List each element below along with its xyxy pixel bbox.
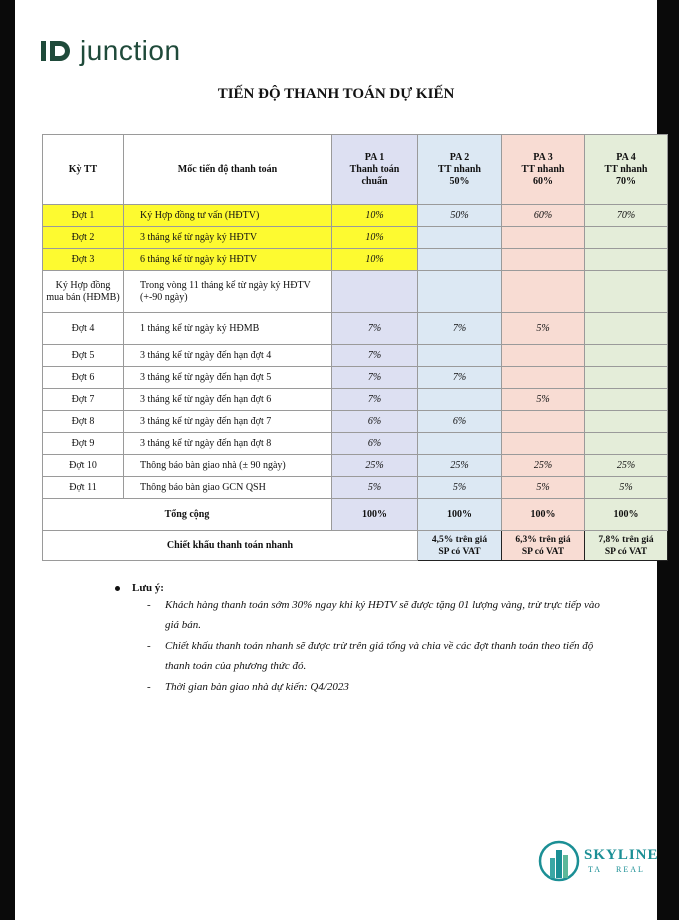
note-item: - Chiết khấu thanh toán nhanh sẽ được trừ trên giá tổng và chia về các đợt thanh toán theo tiến độ thanh toán của phương thức đó. [147, 640, 594, 672]
row-pa2: 50% [418, 205, 502, 227]
row-pa2: 6% [418, 411, 502, 433]
total-pa1: 100% [332, 499, 418, 531]
table-row [43, 205, 668, 227]
row-pa3: 5% [502, 389, 585, 411]
header-ky: Kỳ TT [43, 135, 124, 205]
row-pa2 [418, 433, 502, 455]
row-pa3 [502, 367, 585, 389]
row-moc: 3 tháng kể từ ngày ký HĐTV [124, 227, 332, 249]
header-pa1: PA 1 Thanh toán chuẩn [332, 135, 418, 205]
row-moc: 6 tháng kể từ ngày ký HĐTV [124, 249, 332, 271]
table-row [43, 313, 668, 345]
row-pa4: 25% [585, 455, 668, 477]
row-moc: 3 tháng kể từ ngày đến hạn đợt 5 [124, 367, 332, 389]
row-moc: Thông báo bàn giao GCN QSH [124, 477, 332, 499]
row-pa2 [418, 389, 502, 411]
row-pa4 [585, 411, 668, 433]
row-pa1: 7% [332, 313, 418, 345]
header-moc: Mốc tiến độ thanh toán [124, 135, 332, 205]
table-row [43, 389, 668, 411]
notes-section [115, 582, 615, 697]
row-pa1: 6% [332, 411, 418, 433]
row-pa3 [502, 249, 585, 271]
row-moc: 3 tháng kể từ ngày đến hạn đợt 7 [124, 411, 332, 433]
bullet-icon [115, 586, 120, 591]
skyline-logo-icon [538, 838, 580, 884]
row-pa2: 25% [418, 455, 502, 477]
discount-pa2: 4,5% trên giá SP có VAT [418, 531, 502, 561]
row-pa4 [585, 271, 668, 313]
watermark-sub1: TA [588, 865, 603, 874]
notes-heading: Lưu ý: [115, 582, 615, 594]
junction-logo [40, 34, 181, 68]
row-ky: Đợt 6 [43, 367, 124, 389]
row-pa4 [585, 313, 668, 345]
row-pa1: 25% [332, 455, 418, 477]
row-pa4 [585, 227, 668, 249]
table-row [43, 249, 668, 271]
row-pa3: 60% [502, 205, 585, 227]
row-pa3 [502, 433, 585, 455]
row-pa2: 7% [418, 367, 502, 389]
row-pa3: 5% [502, 477, 585, 499]
row-pa1: 10% [332, 249, 418, 271]
row-ky: Đợt 3 [43, 249, 124, 271]
row-ky: Đợt 10 [43, 455, 124, 477]
row-pa3: 5% [502, 313, 585, 345]
row-pa2 [418, 345, 502, 367]
page-title: TIẾN ĐỘ THANH TOÁN DỰ KIẾN [217, 86, 455, 102]
table-row [43, 271, 668, 313]
skyline-watermark [538, 838, 659, 884]
row-pa3: 25% [502, 455, 585, 477]
row-pa1 [332, 271, 418, 313]
row-pa1: 10% [332, 227, 418, 249]
header-pa4: PA 4 TT nhanh 70% [585, 135, 668, 205]
row-moc: Thông báo bàn giao nhà (± 90 ngày) [124, 455, 332, 477]
row-pa1: 6% [332, 433, 418, 455]
row-ky: Đợt 8 [43, 411, 124, 433]
row-moc: 3 tháng kể từ ngày đến hạn đợt 4 [124, 345, 332, 367]
row-pa4 [585, 249, 668, 271]
discount-pa3: 6,3% trên giá SP có VAT [502, 531, 585, 561]
total-pa2: 100% [418, 499, 502, 531]
row-ky: Đợt 11 [43, 477, 124, 499]
row-ky: Đợt 4 [43, 313, 124, 345]
row-ky: Đợt 5 [43, 345, 124, 367]
table-row [43, 411, 668, 433]
note-item: - Khách hàng thanh toán sớm 30% ngay khi ký HĐTV sẽ được tặng 01 lượng vàng, trừ trực tiếp vào giá bán. [147, 599, 600, 631]
table-row [43, 227, 668, 249]
discount-pa4: 7,8% trên giá SP có VAT [585, 531, 668, 561]
row-pa1: 7% [332, 345, 418, 367]
row-pa3 [502, 345, 585, 367]
header-pa3: PA 3 TT nhanh 60% [502, 135, 585, 205]
row-pa2 [418, 249, 502, 271]
watermark-title: SKYLINE [584, 847, 659, 863]
table-row [43, 433, 668, 455]
row-moc: 3 tháng kể từ ngày đến hạn đợt 6 [124, 389, 332, 411]
table-row [43, 367, 668, 389]
row-pa1: 7% [332, 389, 418, 411]
total-label: Tổng cộng [43, 499, 332, 531]
row-pa4 [585, 389, 668, 411]
row-pa4: 5% [585, 477, 668, 499]
row-pa4 [585, 345, 668, 367]
row-pa2: 7% [418, 313, 502, 345]
junction-logo-icon [40, 38, 74, 64]
row-ky: Đợt 1 [43, 205, 124, 227]
header-pa2: PA 2 TT nhanh 50% [418, 135, 502, 205]
row-pa2 [418, 271, 502, 313]
row-pa2: 5% [418, 477, 502, 499]
row-ky: Ký Hợp đồng mua bán (HĐMB) [43, 271, 124, 313]
discount-row [43, 531, 668, 561]
row-moc: Ký Hợp đồng tư vấn (HĐTV) [124, 205, 332, 227]
row-pa1: 5% [332, 477, 418, 499]
row-pa4: 70% [585, 205, 668, 227]
table-row [43, 477, 668, 499]
row-ky: Đợt 7 [43, 389, 124, 411]
row-pa4 [585, 433, 668, 455]
row-pa1: 10% [332, 205, 418, 227]
logo-text: junction [80, 35, 181, 66]
row-pa4 [585, 367, 668, 389]
row-ky: Đợt 9 [43, 433, 124, 455]
table-row [43, 455, 668, 477]
discount-label: Chiết khấu thanh toán nhanh [43, 531, 418, 561]
payment-schedule-table [42, 134, 668, 561]
row-ky: Đợt 2 [43, 227, 124, 249]
total-row [43, 499, 668, 531]
document-page [15, 0, 657, 920]
row-pa3 [502, 271, 585, 313]
row-pa3 [502, 227, 585, 249]
note-item: - Thời gian bàn giao nhà dự kiến: Q4/2023 [147, 681, 349, 693]
row-moc: 3 tháng kể từ ngày đến hạn đợt 8 [124, 433, 332, 455]
row-pa1: 7% [332, 367, 418, 389]
total-pa3: 100% [502, 499, 585, 531]
row-pa2 [418, 227, 502, 249]
table-header-row [43, 135, 668, 205]
table-row [43, 345, 668, 367]
row-moc: Trong vòng 11 tháng kể từ ngày ký HĐTV (+-90 ngày) [124, 271, 332, 313]
row-pa3 [502, 411, 585, 433]
total-pa4: 100% [585, 499, 668, 531]
watermark-sub2: REAL [616, 865, 645, 874]
row-moc: 1 tháng kể từ ngày ký HĐMB [124, 313, 332, 345]
